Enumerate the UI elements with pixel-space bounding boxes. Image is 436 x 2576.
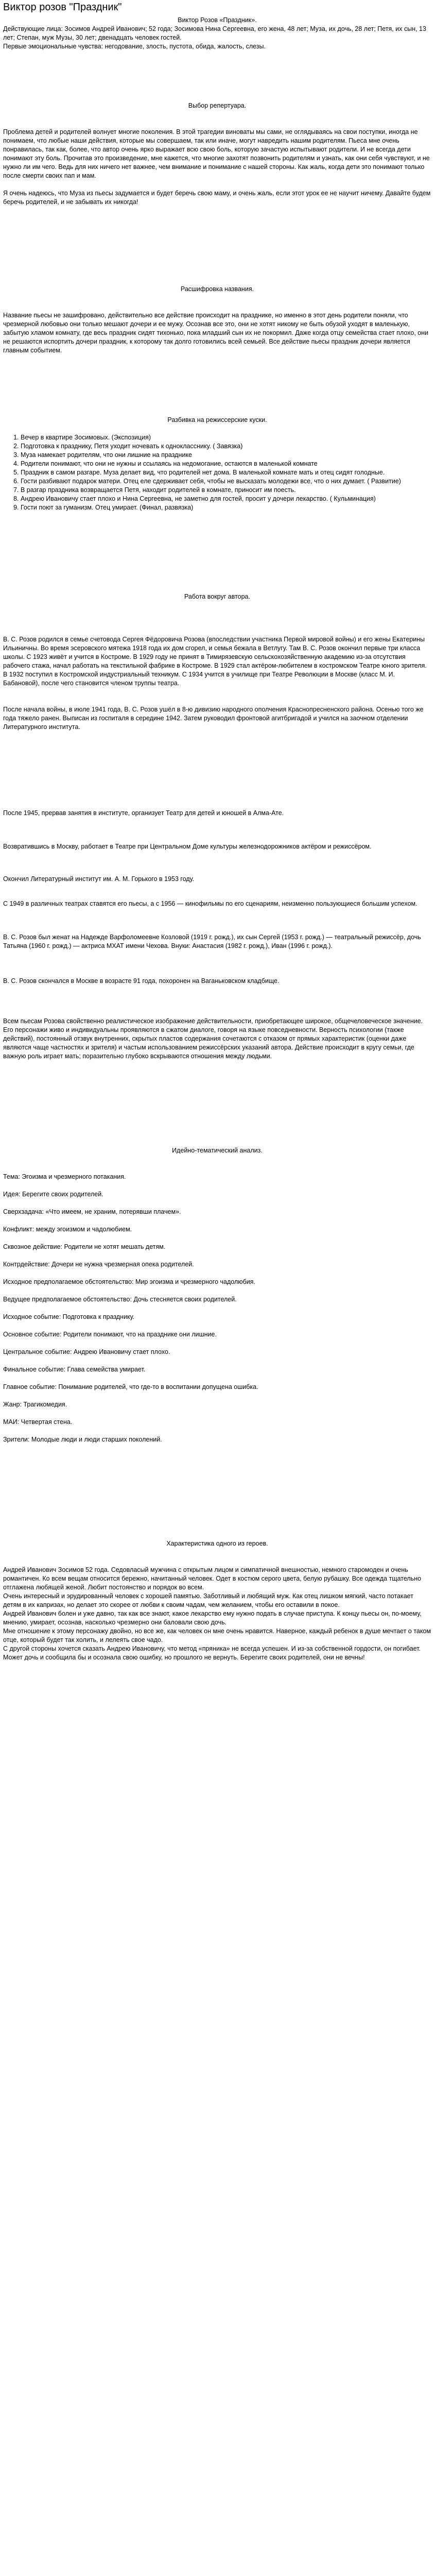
repertoire-paragraph-1: Проблема детей и родителей волнует многие поколения. В этой трагедии виноваты мы сами, не оглядываясь на свои поступки, иногда не понимаем, что любые наши действия, которые мы совершаем, так или иначе, могут навредить нашим родителям. Пьеса мне очень понравилась, так как, более, что автор очень ярко выражает всю свою боль, которую зачастую испытывают родители. И не всегда дети понимают эту боль. Прочитав это произведение, мне кажется, что многие захотят позвонить родителям и узнать, как они себя чувствуют, и не нужно ли им чего. Ведь для них ничего нет важнее, чем внимание и понимание с нашей стороны. Как жаль, когда дети это понимают только после смерти своих пап и мам.	[3, 128, 430, 179]
author-paragraph-4: Возвратившись в Москву, работает в Театре при Центральном Доме культуры железнодорожников актёром и режиссёром.	[3, 843, 372, 850]
author-block-3	[3, 842, 431, 851]
repertoire-paragraph-2: Я очень надеюсь, что Муза из пьесы задумается и будет беречь свою маму, и очень жаль, если этот урок ее не научит ничему. Давайте будем беречь родителей, и не забывать их никогда!	[3, 190, 431, 206]
breakdown-item: 6. Гости разбивают подарок матери. Отец еле сдерживает себя, чтобы не высказать молодежи все, что о них думает. ( Развитие)	[21, 477, 431, 486]
repertoire-section	[3, 101, 431, 207]
analysis-idea: Идея: Берегите своих родителей.	[3, 1191, 103, 1198]
hero-paragraph-5: С другой стороны хочется сказать Андрею Ивановичу, что метод «пряника» не всегда успешен. И из-за собственной гордости, он погибает. Может дочь и сообщила бы и осознала свою ошибку, но прошлого не вернуть. Берегите своих родителей, они не вечны!	[3, 1645, 421, 1661]
author-heading: Работа вокруг автора.	[184, 593, 250, 600]
emotions-paragraph: Первые эмоциональные чувства: негодование, злость, пустота, обида, жалость, слезы.	[3, 43, 266, 50]
author-paragraph-9: Всем пьесам Розова свойственно реалистическое изображение действительности, приобретающее широкое, общечеловеческое значение. Его персонажи живо и индивидуальны проявляются в сжатом диалоге, говоря на языке повседневности. Верность психологии (также действий), постоянный отзвук внутренних, скрытых пластов содержания сочетаются с отказом от прямых характеристик (оценки даже являются чаще частностях и зрителя) и частым использованием режиссёрских указаний автора. Действие происходит в кругу семьи, где важную роль играет мать; поразительно глубоко вскрываются отношения между людьми.	[3, 1018, 423, 1060]
analysis-through-action: Сквозное действие: Родители не хотят мешать детям.	[3, 1243, 166, 1250]
analysis-theme: Тема: Эгоизма и чрезмерного потакания.	[3, 1173, 126, 1180]
author-paragraph-7: В. С. Розов был женат на Надежде Варфоломеевне Козловой (1919 г. рожд.), их сын Сергей (1953 г. рожд.) — театральный режиссёр, дочь Татьяна (1960 г. рожд.) — актриса МХАТ имени Чехова. Внуки: Анастасия (1982 г. рожд.), Иван (1996 г. рожд.).	[3, 934, 421, 950]
title-decoding-heading: Расшифровка названия.	[180, 285, 254, 293]
author-block-7	[3, 977, 431, 986]
breakdown-item: 5. Праздник в самом разгаре. Муза делает вид, что родителей нет дома. В маленькой комнате мать и отец сидят голодные.	[21, 468, 431, 477]
analysis-circumstance-1: Исходное предполагаемое обстоятельство: Мир эгоизма и чрезмерного чадолюбия.	[3, 1278, 256, 1285]
author-block-6	[3, 933, 431, 951]
analysis-event-4: Финальное событие: Глава семейства умирает.	[3, 1366, 146, 1373]
author-paragraph-2: После начала войны, в июле 1941 года, В. С. Розов ушёл в 8-ю дивизию народного ополчения Краснопресненского района. Осенью того же года тяжело ранен. Выписан из госпиталя в середине 1942. Затем руководил фронтовой агитбригадой и учился на заочном отделении Литературного института.	[3, 706, 424, 731]
analysis-conflict: Конфликт: между эгоизмом и чадолюбием.	[3, 1226, 132, 1233]
analysis-event-3: Центральное событие: Андрею Ивановичу стает плохо.	[3, 1348, 170, 1355]
analysis-genre: Жанр: Трагикомедия.	[3, 1401, 67, 1408]
title-decoding-paragraph: Название пьесы не зашифровано, действительно все действие происходит на празднике, но именно в этот день родители поняли, что чрезмерной любовью они только мешают дочери и ее мужу. Осознав все это, они не хотят никому не быть обузой уходят в маленькую, забытую хламом комнату, где весь праздник сидят тихонько, пока младший сын их не покормил. Даже когда отцу семейства стает плохо, они не решаются испортить дочери праздник, к которому так долго готовились всей семьей. Все действие пьесы праздник дочери является главным событием.	[3, 312, 429, 354]
breakdown-item: 3. Муза намекает родителям, что они лишние на празднике	[21, 451, 431, 460]
author-block-8	[3, 1017, 431, 1061]
analysis-wall: МАИ: Четвертая стена.	[3, 1418, 73, 1426]
breakdown-item: 4. Родители понимают, что они не нужны и ссылаясь на недомогание, остаются в маленькой комнате	[21, 460, 431, 468]
analysis-section	[3, 1146, 431, 1444]
hero-paragraph-3: Андрей Иванович болен и уже давно, так как все знают, какое лекарство ему нужно подать в случае приступа. К концу пьесы он, по-моему, мнению, умирает, осознав, насколько чрезмерно они баловали свою дочь.	[3, 1610, 422, 1626]
author-block-2	[3, 809, 431, 818]
breakdown-heading: Разбивка на режиссерские куски.	[167, 416, 267, 423]
analysis-event-5: Главное событие: Понимание родителей, что где-то в воспитании допущена ошибка.	[3, 1383, 258, 1391]
breakdown-item: 8. Андрею Ивановичу стает плохо и Нина Сергеевна, не заметно для гостей, просит у дочери лекарство. ( Кульминация)	[21, 495, 431, 503]
author-paragraph-1: В. С. Розов родился в семье счетовода Сергея Фёдоровича Розова (впоследствии участника Первой мировой войны) и его жены Екатерины Ильиничны. Во время эсеровского мятежа 1918 года их дом сгорел, и семья бежала в Ветлугу. Там В. С. Розов окончил первые три класса школы. С 1923 живёт и учится в Костроме. В 1929 году не принят в Тимирязевскую сельскохозяйственную академию из-за отсутствия рабочего стажа, начал работать на текстильной фабрике в Костроме. В 1929 стал актёром-любителем в костромском Театре юного зрителя. В 1932 поступил в Костромской индустриальный техникум. С 1934 учится в училище при Театре Революции в Москве (класс М. И. Бабановой), после чего становится членом труппы театра.	[3, 636, 427, 687]
breakdown-item: 9. Гости поют за гуманизм. Отец умирает. (Финал, развязка)	[21, 503, 431, 512]
hero-paragraph-4: Мне отношение к этому персонажу двойно, но все же, как человек он мне очень нравится. Наверное, каждый ребенок в душе мечтает о таком отце, который будет так холить, и лелеять свое чадо.	[3, 1628, 431, 1643]
breakdown-item: 1. Вечер в квартире Зосимовых. (Экспозиция)	[21, 433, 431, 442]
breakdown-list	[3, 433, 431, 512]
author-paragraph-3: После 1945, прервав занятия в институте, организует Театр для детей и юношей в Алма-Ате.	[3, 809, 284, 817]
author-heading-block	[3, 592, 431, 601]
hero-paragraph-2: Очень интересный и эрудированный человек с хорошей памятью. Заботливый и любящий муж. Как отец лишком мягкий, часто потакает детям в их капризах, но делает это скорее от любви к своим чадам, чем желанием, чтобы его оставили в покое.	[3, 1592, 413, 1608]
author-paragraph-5: Окончил Литературный институт им. А. М. Горького в 1953 году.	[3, 875, 195, 883]
hero-section	[3, 1539, 431, 1662]
analysis-event-2: Основное событие: Родители понимают, что на празднике они лишние.	[3, 1331, 217, 1338]
breakdown-item: 2. Подготовка к празднику, Петя уходит ночевать к однокласснику. ( Завязка)	[21, 442, 431, 451]
document-title: Виктор розов "Праздник"	[3, 2, 122, 13]
breakdown-section	[3, 416, 431, 512]
author-block-5	[3, 900, 431, 908]
author-block-4	[3, 875, 431, 884]
author-paragraph-6: С 1949 в различных театрах ставятся его пьесы, а с 1956 — кинофильмы по его сценариям, неизменно пользующиеся большим успехом.	[3, 900, 417, 907]
analysis-audience: Зрители: Молодые люди и люди старших поколений.	[3, 1436, 162, 1443]
title-decoding-section	[3, 285, 431, 355]
intro-section	[3, 16, 431, 51]
hero-heading: Характеристика одного из героев.	[166, 1540, 268, 1547]
analysis-heading: Идейно-тематический анализ.	[172, 1147, 263, 1154]
analysis-event-1: Исходное событие: Подготовка к празднику.	[3, 1313, 135, 1320]
analysis-counter-action: Контрдействие: Дочери не нужна чрезмерная опека родителей.	[3, 1261, 194, 1268]
author-block-1	[3, 635, 431, 732]
hero-paragraph-1: Андрей Иванович Зосимов 52 года. Седовласый мужчина с открытым лицом и симпатичной внешностью, немного старомоден и очень романтичен. Ко всем вещам относится бережно, начитанный человек. Одет в костюм серого цвета, белую рубашку. Все одежда тщательно отглажена любящей женой. Любит постоянство и порядок во всем.	[3, 1566, 422, 1591]
cast-paragraph: Действующие лица: Зосимов Андрей Иванович; 52 года; Зосимова Нина Сергеевна, его жена, 48 лет; Муза, их дочь, 28 лет; Петя, их сын, 13 лет; Степан, муж Музы, 30 лет; двенадцать человек гостей.	[3, 25, 426, 41]
analysis-supertask: Сверхзадача: «Что имеем, не храним, потерявши плачем».	[3, 1208, 181, 1215]
author-paragraph-8: В. С. Розов скончался в Москве в возрасте 91 года, похоронен на Ваганьковском кладбище.	[3, 977, 280, 985]
repertoire-heading: Выбор репертуара.	[188, 102, 247, 109]
breakdown-item: 7. В разгар праздника возвращается Петя, находит родителей в комнате, приносит им поесть.	[21, 486, 431, 495]
analysis-circumstance-2: Ведущее предполагаемое обстоятельство: Дочь стесняется своих родителей.	[3, 1296, 237, 1303]
play-heading: Виктор Розов «Праздник».	[178, 16, 257, 24]
